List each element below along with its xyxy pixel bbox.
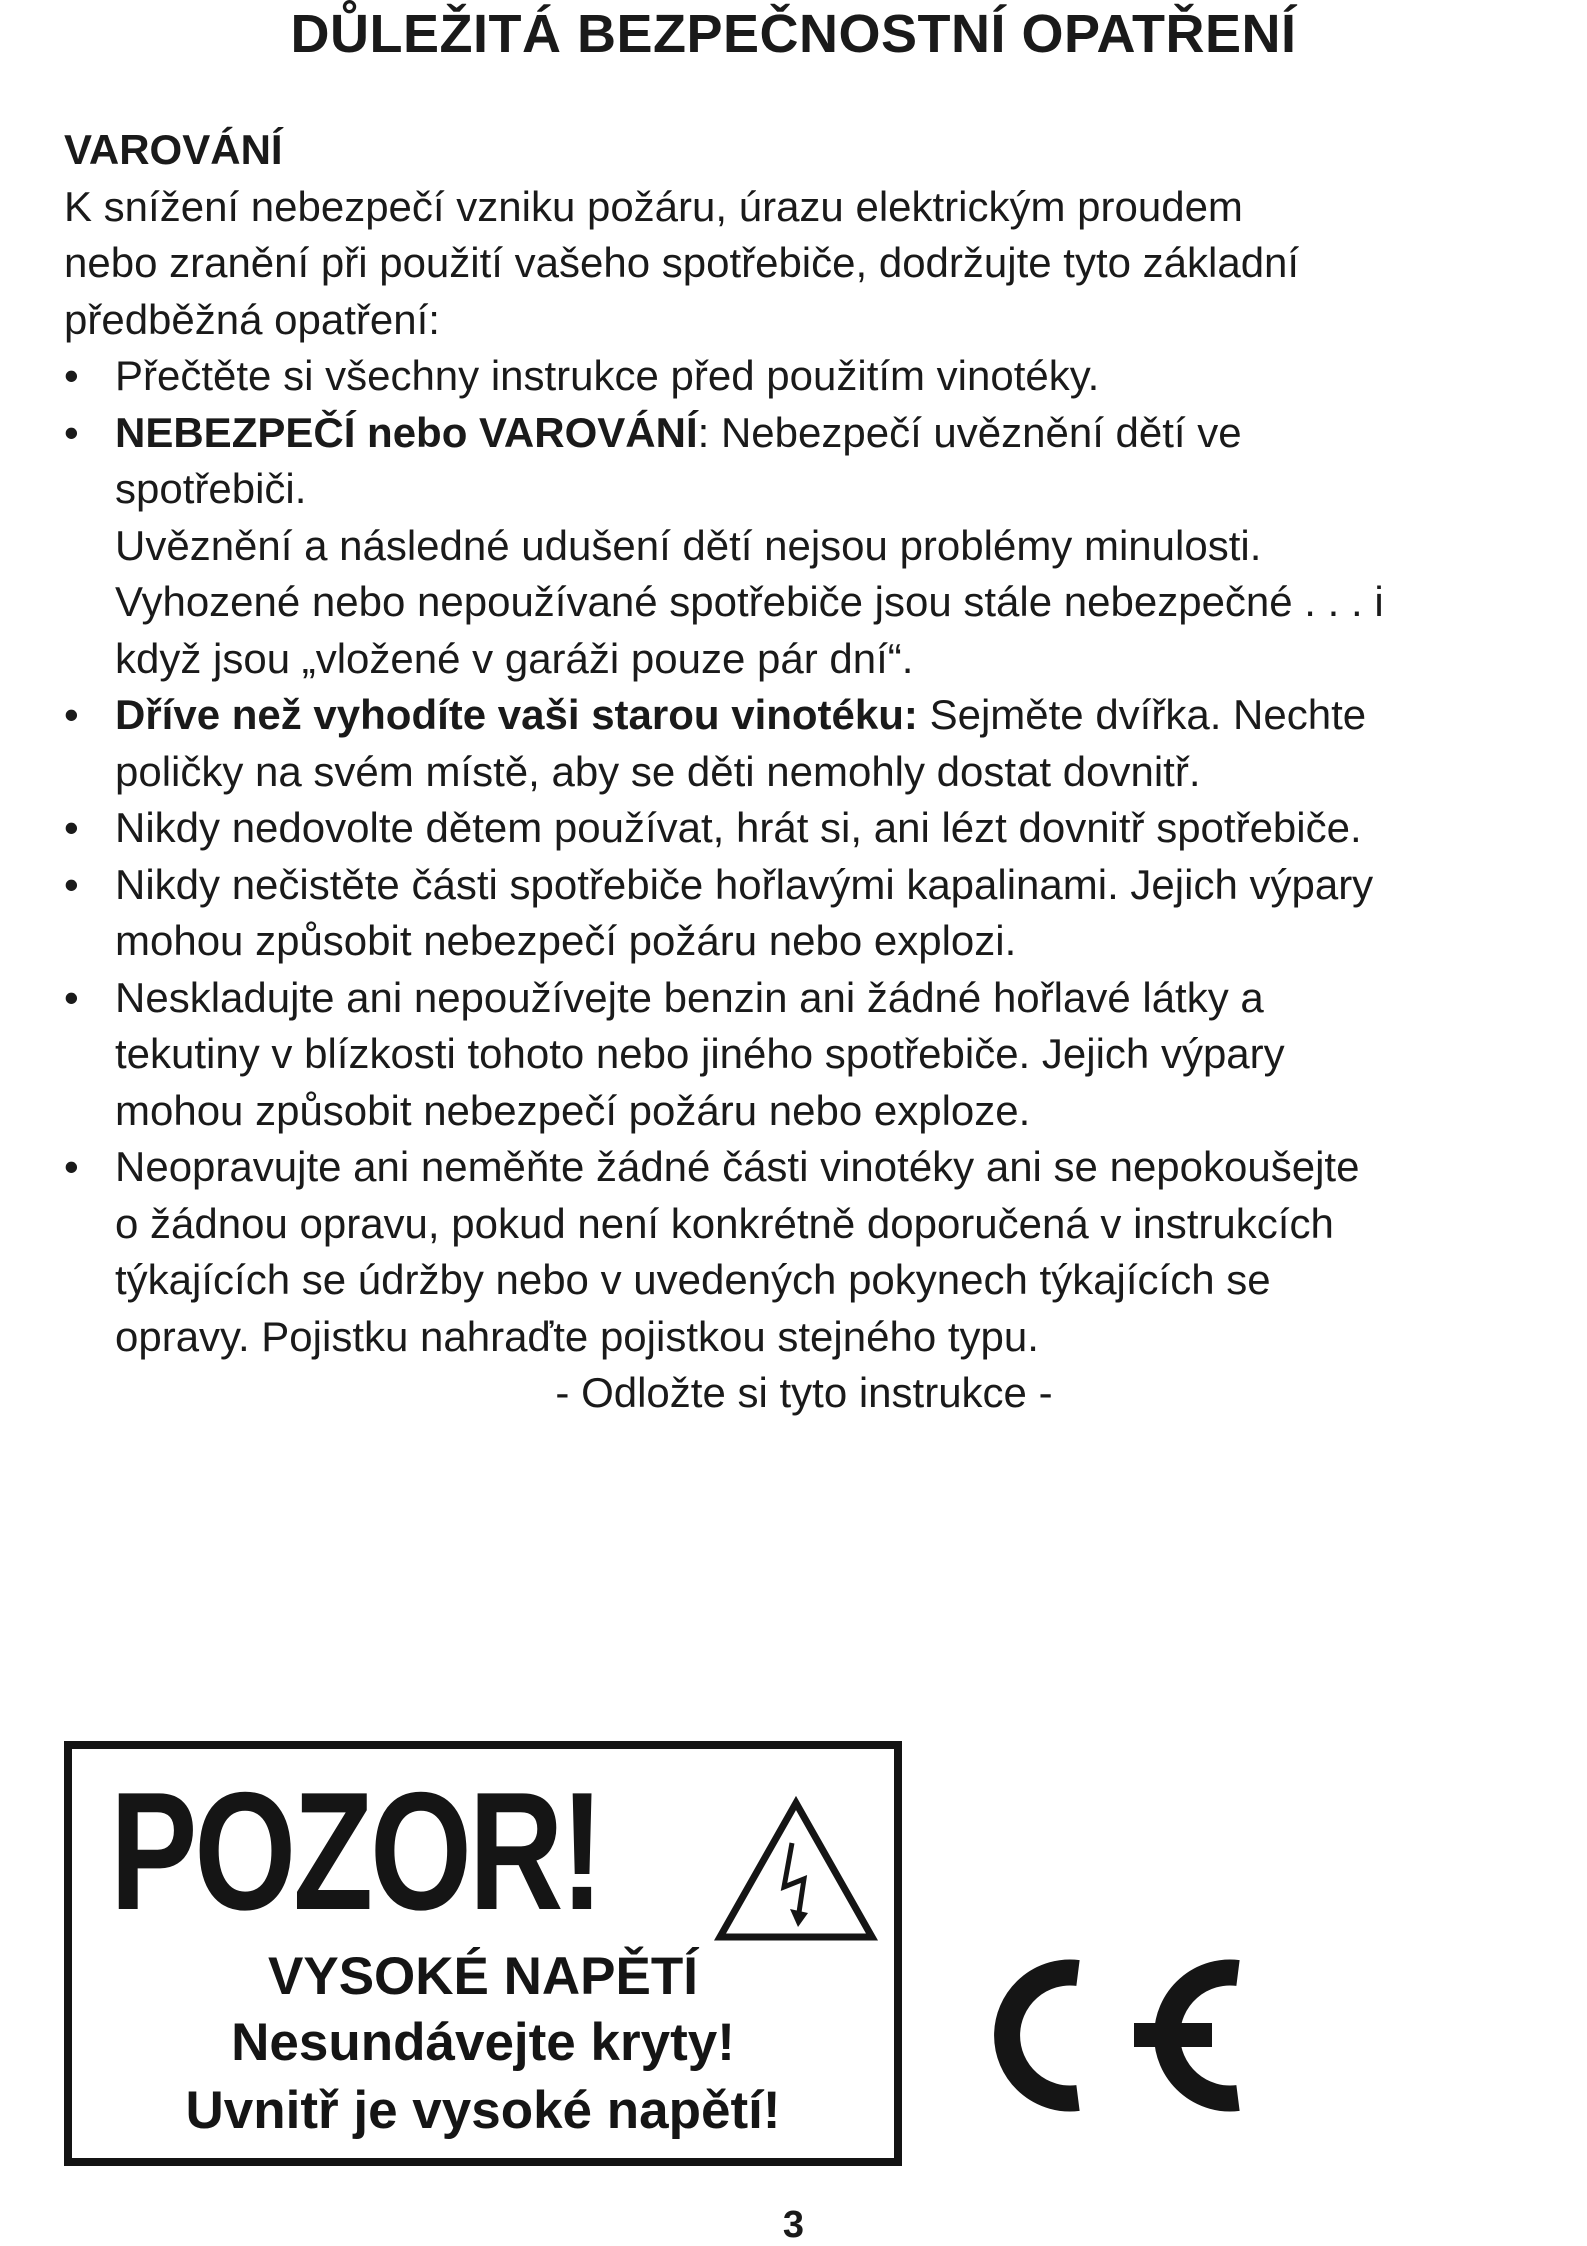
intro-line: K snížení nebezpečí vzniku požáru, úrazu elektrickým proudem	[64, 182, 1243, 230]
list-item	[64, 800, 1544, 857]
list-item-text: Nikdy nečistěte části spotřebiče hořlavými kapalinami. Jejich výpary	[115, 860, 1374, 908]
list-item	[64, 687, 1544, 800]
warning-line: VYSOKÉ NAPĚTÍ	[268, 1947, 698, 2006]
warning-section	[64, 122, 1544, 1422]
list-item-text: Nikdy nedovolte dětem používat, hrát si, ani lézt dovnitř spotřebiče.	[115, 804, 1362, 851]
warning-line: Uvnitř je vysoké napětí!	[185, 2081, 781, 2140]
bullet-icon: •	[64, 1143, 79, 1190]
list-item-text: když jsou „vložené v garáži pouze pár dní“.	[115, 634, 914, 682]
list-item-text: poličky na svém místě, aby se děti nemohly dostat dovnitř.	[115, 747, 1201, 795]
bullet-icon: •	[64, 860, 79, 908]
intro-line: nebo zranění při použití vašeho spotřebiče, dodržujte tyto základní	[64, 239, 1300, 286]
safety-list	[64, 348, 1544, 1365]
closing-note: - Odložte si tyto instrukce -	[555, 1369, 1053, 1416]
list-item	[64, 857, 1544, 970]
bullet-icon: •	[64, 352, 79, 399]
ce-mark-icon	[946, 1953, 1248, 2118]
list-item-text: spotřebiči.	[115, 465, 307, 512]
list-item	[64, 348, 1544, 405]
bullet-icon: •	[64, 408, 79, 456]
list-item-text: o žádnou opravu, pokud není konkrétně doporučená v instrukcích	[115, 1199, 1334, 1247]
bullet-icon: •	[64, 804, 79, 851]
list-item-text: Neskladujte ani nepoužívejte benzin ani žádné hořlavé látky a	[115, 973, 1264, 1021]
caution-headline: POZOR!	[110, 1757, 601, 1945]
intro-line: předběžná opatření:	[64, 295, 440, 343]
page-title: DŮLEŽITÁ BEZPEČNOSTNÍ OPATŘENÍ	[290, 4, 1297, 64]
list-item-bold-lead: NEBEZPEČÍ nebo VAROVÁNÍ	[115, 408, 698, 456]
list-item	[64, 970, 1544, 1140]
list-item-bold-lead: Dříve než vyhodíte vaši starou vinotéku:	[115, 691, 918, 738]
list-item-text: Uvěznění a následné udušení dětí nejsou problémy minulosti.	[115, 521, 1262, 569]
list-item-text: Neopravujte ani neměňte žádné části vinotéky ani se nepokoušejte	[115, 1143, 1360, 1190]
list-item	[64, 405, 1544, 688]
list-item-text: opravy. Pojistku nahraďte pojistkou stejného typu.	[115, 1312, 1039, 1360]
list-item-text: Přečtěte si všechny instrukce před použitím vinotéky.	[115, 352, 1100, 399]
list-item-text: mohou způsobit nebezpečí požáru nebo exploze.	[115, 1086, 1031, 1134]
list-item-text: týkajících se údržby nebo v uvedených pokynech týkajících se	[115, 1256, 1271, 1303]
intro-paragraph	[64, 179, 1544, 349]
high-voltage-triangle-icon	[712, 1795, 880, 1945]
list-item-text: Sejměte dvířka. Nechte	[917, 691, 1367, 738]
high-voltage-warning-label	[64, 1741, 902, 2166]
list-item-text: : Nebezpečí uvěznění dětí ve	[697, 408, 1242, 456]
list-item	[64, 1139, 1544, 1365]
bullet-icon: •	[64, 691, 79, 738]
bullet-icon: •	[64, 973, 79, 1021]
list-item-text: Vyhozené nebo nepoužívané spotřebiče jsou stále nebezpečné . . . i	[115, 578, 1384, 625]
section-heading: VAROVÁNÍ	[64, 126, 283, 173]
warning-line: Nesundávejte kryty!	[231, 2013, 735, 2072]
page-number: 3	[782, 2204, 805, 2246]
list-item-text: mohou způsobit nebezpečí požáru nebo explozi.	[115, 917, 1017, 964]
list-item-text: tekutiny v blízkosti tohoto nebo jiného spotřebiče. Jejich výpary	[115, 1030, 1285, 1077]
